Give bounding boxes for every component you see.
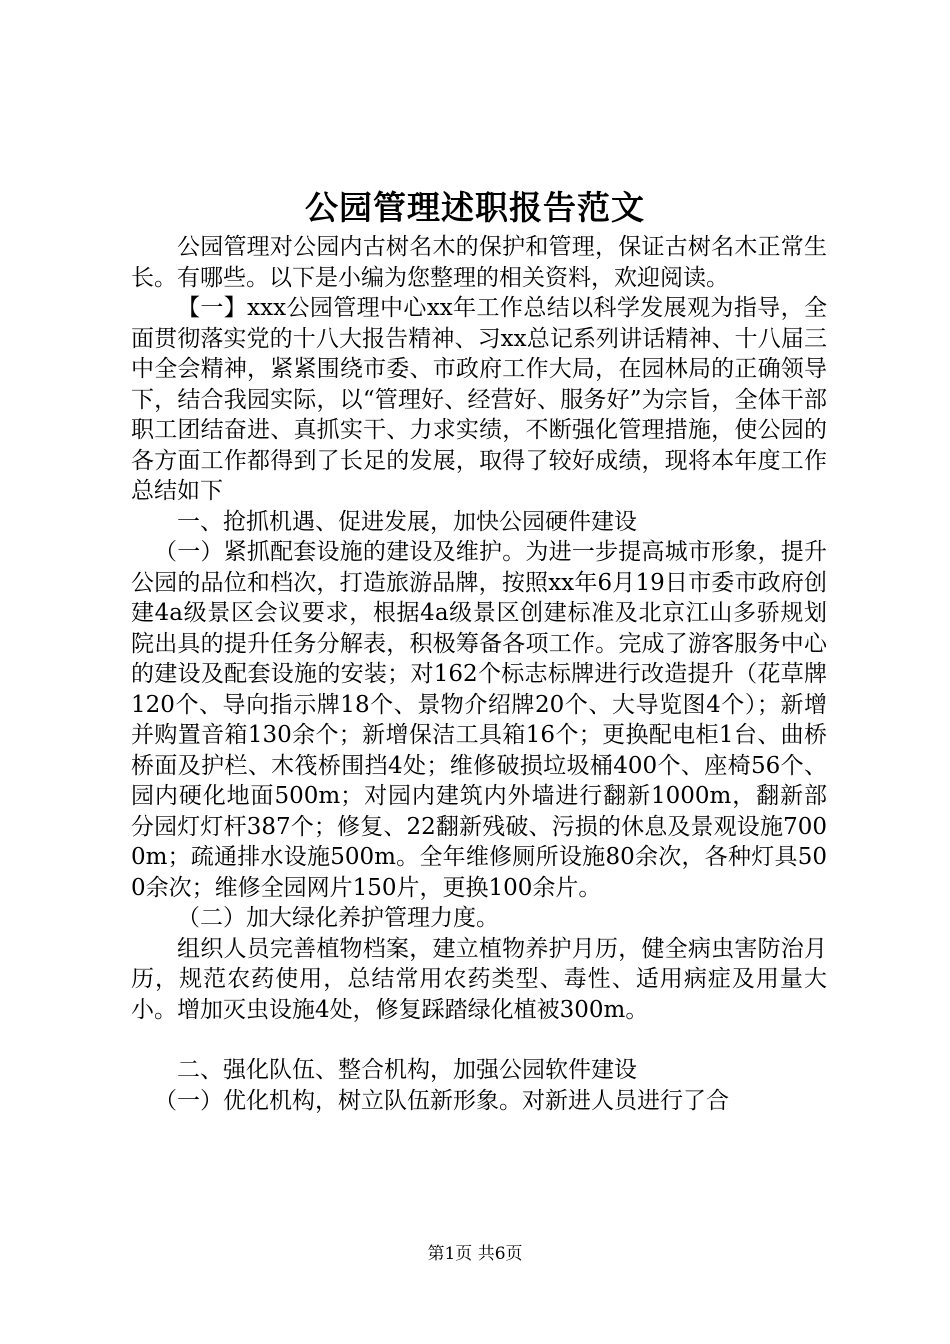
organization-paragraph: （一）优化机构，树立队伍新形象。对新进人员进行了合: [154, 1087, 729, 1114]
subheading-greening: （二）加大绿化养护管理力度。: [177, 905, 499, 931]
document-title: 公园管理述职报告范文: [305, 188, 645, 227]
facilities-paragraph: （一）紧抓配套设施的建设及维护。为进一步提高城市形象，提升公园的品位和档次，打造旅游品牌，按照xx年6月19日市委市政府创建4a级景区会议要求，根据4a级景区创建标准及北京江山多骄规划院出具的提升任务分解表，积极筹备各项工作。完成了游客服务中心的建设及配套设施的安装；对162个标志标牌进行改造提升（花草牌120个、导向指示牌18个、景物介绍牌20个、大导览图4个）；新增并购置音箱130余个；新增保洁工具箱16个；更换配电柜1台、曲桥桥面及护栏、木筏桥围挡4处；维修破损垃圾桶400个、座椅56个、园内硬化地面500m；对园内建筑内外墙进行翻新1000m，翻新部分园灯灯杆387个；修复、22翻新残破、污损的休息及景观设施7000m；疏通排水设施500m。全年维修厕所设施80余次，各种灯具500余次；维修全园网片150片，更换100余片。: [131, 539, 827, 901]
heading-hardware-construction: 一、抢抓机遇、促进发展，加快公园硬件建设: [177, 508, 637, 535]
section-one-paragraph: 【一】xxx公园管理中心xx年工作总结以科学发展观为指导，全面贯彻落实党的十八大报告精神、习xx总记系列讲话精神、十八届三中全会精神，紧紧围绕市委、市政府工作大局，在园林局的正确领导下，结合我园实际，以“管理好、经营好、服务好”为宗旨，全体干部职工团结奋进、真抓实干、力求实绩，不断强化管理措施，使公园的各方面工作都得到了长足的发展，取得了较好成绩，现将本年度工作总结如下: [131, 295, 827, 504]
paragraph-gap: [131, 1025, 827, 1055]
page-footer: 第1页 共6页: [427, 1244, 523, 1264]
intro-paragraph: 公园管理对公园内古树名木的保护和管理，保证古树名木正常生长。有哪些。以下是小编为您整理的相关资料，欢迎阅读。: [131, 234, 827, 291]
heading-software-construction: 二、强化队伍、整合机构，加强公园软件建设: [177, 1057, 637, 1083]
document-body: [131, 232, 827, 1116]
greening-paragraph: 组织人员完善植物档案，建立植物养护月历，健全病虫害防治月历，规范农药使用，总结常用农药类型、毒性、适用病症及用量大小。增加灭虫设施4处，修复踩踏绿化植被300m。: [131, 935, 827, 1023]
